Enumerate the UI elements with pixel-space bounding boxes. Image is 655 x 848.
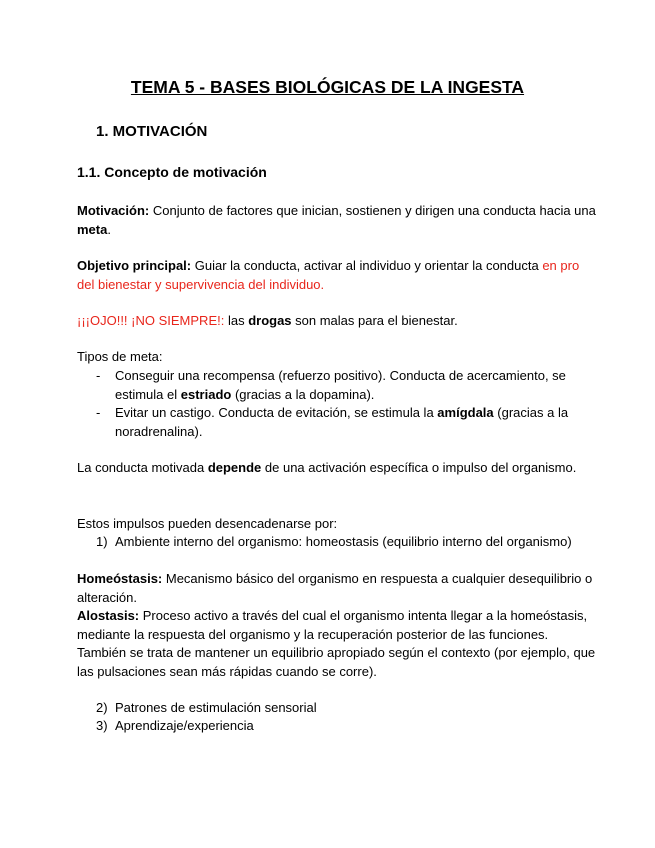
paragraph-ojo: ¡¡¡OJO!!! ¡NO SIEMPRE!: las drogas son malas para el bienestar. [77, 313, 458, 328]
term-objetivo: Objetivo principal: [77, 258, 192, 273]
document-page: TEMA 5 - BASES BIOLÓGICAS DE LA INGESTA 1. MOTIVACIÓN 1.1. Concepto de motivación Motivación: Conjunto de factores que inician, sostienen y dirigen una conducta hacia una meta. Objetivo principal: Guiar la conducta, activar al individuo y orientar la conducta en pro del bienestar y supervivencia del individuo. ¡¡¡OJO!!! ¡NO SIEMPRE!: las drogas son malas para el bienestar. Tipos de meta: - Conseguir una recompensa (refuerzo positivo). Conducta de acercamiento, se estimula el estriado (gracias a la dopamina). - Evitar un castigo. Conducta de evitación, se estimula la amígdala (gracias a la noradrenalina). La conducta motivada depende de una activación específica o impulso del organismo. Estos impulsos pueden desencadenarse por: 1) Ambiente interno del organismo: homeostasis (equilibrio interno del organismo) Homeóstasis: Mecanismo básico del organismo en respuesta a cualquier desequilibrio o alteración. Alostasis: Proceso activo a través del cual el organismo intenta llegar a la homeóstasis, mediante la respuesta del organismo y la recuperación posterior de las funciones. También se trata de mantener un equilibrio apropiado según el contexto (por ejemplo, que las pulsaciones sean más rápidas cuando se corre). 2) Patrones de estimulación sensorial 3) Aprendizaje/experiencia [0, 0, 655, 848]
tipos-meta-intro: Tipos de meta: [77, 349, 163, 364]
list-marker: 1) [96, 534, 108, 549]
term-homeostasis: Homeóstasis: [77, 571, 163, 586]
list-marker: - [96, 368, 101, 383]
term-alostasis: Alostasis: [77, 608, 140, 623]
impulsos-intro: Estos impulsos pueden desencadenarse por: [77, 516, 338, 531]
paragraph-objetivo: Objetivo principal: Guiar la conducta, activar al individuo y orientar la conducta en pro del bienestar y supervivencia del individuo. [77, 258, 580, 292]
paragraph-homeostasis: Homeóstasis: Mecanismo básico del organismo en respuesta a cualquier desequilibrio o alteración. [77, 571, 593, 605]
paragraph-motivacion: Motivación: Conjunto de factores que inician, sostienen y dirigen una conducta hacia una meta. [77, 203, 596, 237]
document-title: TEMA 5 - BASES BIOLÓGICAS DE LA INGESTA [130, 77, 525, 97]
warning-ojo: ¡¡¡OJO!!! ¡NO SIEMPRE!: [77, 313, 225, 328]
term-drogas: drogas [248, 313, 292, 328]
subsection-heading-concepto: 1.1. Concepto de motivación [77, 164, 267, 180]
section-heading-motivacion: 1. MOTIVACIÓN [96, 123, 208, 140]
term-meta: meta [77, 221, 108, 237]
list-marker: 3) [96, 718, 108, 733]
paragraph-alostasis: Alostasis: Proceso activo a través del cual el organismo intenta llegar a la homeóstasis, mediante la respuesta del organismo y la recuperación posterior de las funciones. También se trata de mantener un equilibrio apropiado según el contexto (por ejemplo, que las pulsaciones sean más rápidas cuando se corre). [77, 608, 596, 679]
list-marker: - [96, 405, 101, 420]
highlight-bienestar: en pro del bienestar y supervivencia del individuo. [77, 258, 580, 292]
term-motivacion: Motivación: [77, 203, 150, 218]
term-estriado: estriado [180, 386, 232, 402]
paragraph-conducta: La conducta motivada depende de una activación específica o impulso del organismo. [77, 460, 577, 475]
term-depende: depende [207, 460, 262, 475]
term-amigdala: amígdala [437, 405, 494, 420]
list-marker: 2) [96, 700, 108, 715]
